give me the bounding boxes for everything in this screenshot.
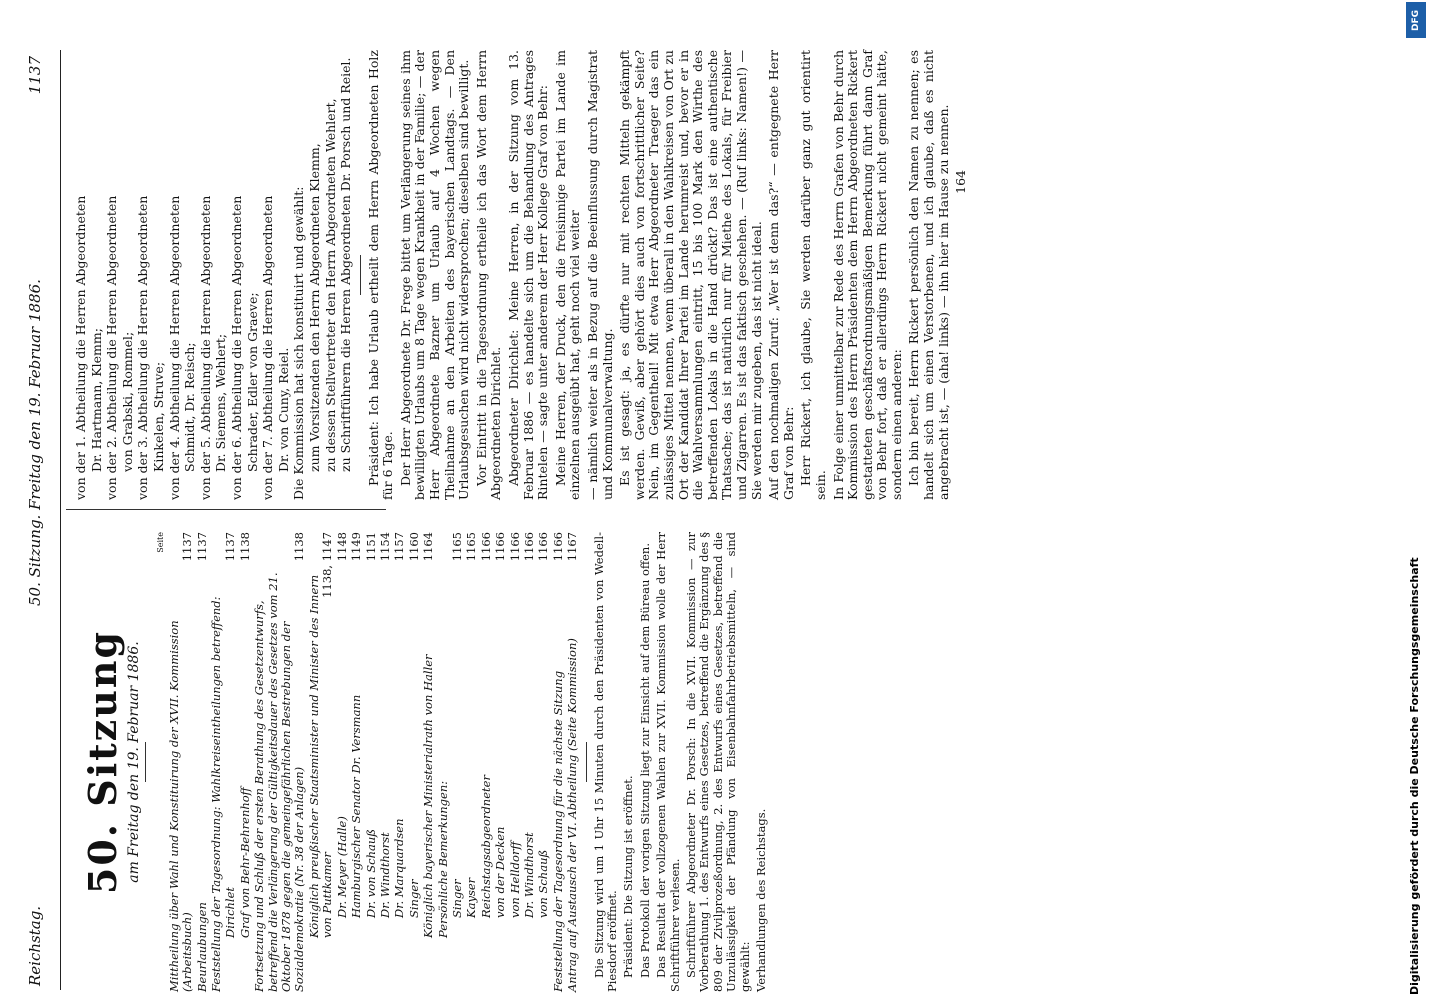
leave-requests-paragraph: Der Herr Abgeordnete Dr. Frege bittet um Verlängerung seines ihm bewilligten Urlaubs um 8 Tage wegen Krankheit in der Familie; — der Herr Abgeordnete Bazner um Urlaub auf 4 Wochen wegen Theilnahme an den Arbeiten des bayerischen Landtags. — Den Urlaubsgesuchen wird nicht widersprochen; dieselben sind bewilligt. bbox=[397, 50, 472, 500]
toc-item: Fortsetzung und Schluß der ersten Berathung des Gesetzentwurfs, betreffend die Verlängerung der Gültigkeitsdauer des Gesetzes vom 21. Oktober 1878 gegen die gemeingefährlichen Bestrebungen der Sozialdemokratie (Nr. 38 der Anlagen) 1138 bbox=[252, 532, 307, 992]
member-department: von der 4. Abtheilung die Herren Abgeordneten bbox=[166, 195, 182, 500]
toc-item: Hamburgischer Senator Dr. Versmann 1149 bbox=[349, 532, 364, 918]
speech-paragraph: Abgeordneter Dirichlet: Meine Herren, in der Sitzung vom 13. Februar 1886 — es handelte sich um die Behandlung des Antrages Rintelen — sagte unter anderem der Herr Kollege Graf von Behr: bbox=[506, 50, 551, 500]
toc-item: Dr. von Schauß 1151 bbox=[363, 532, 378, 918]
constitution-line: zu Schriftführern die Herren Abgeordneten Dr. Porsch und Reiel. bbox=[338, 57, 354, 472]
quote-paragraph: Es ist gesagt: ja, es dürfte nur mit rechten Mitteln gekämpft werden. Gewiß, aber gehört dies auch von fortschrittlicher Seite? Nein, im Gegentheil! Mit etwa Herr Abgeordneter Traeger das ein zulässiges Mittel nennen, wenn überall in den Wahlkreisen von Ort zu Ort der Kandidat Ihrer Partei im Lande herumreist und, bevor er in die Wahlversammlungen eintritt, 15 bis 100 Mark den Wirthe des betreffenden Lokals in die Hand drückt? Das ist eine authentische Thatsache; das ist natürlich nur für Miethe des Lokals, für Freibier und Zigarren. Es ist das faktisch geschehen. — (Ruf links: Namen!) — Sie werden mir zugeben, das ist nicht ideal. bbox=[617, 50, 764, 500]
member-names: Dr. von Cuny, Reiel. bbox=[275, 347, 291, 472]
toc-item: Antrag auf Austausch der VI. Abtheilung (Seite Kommission) 1167 bbox=[565, 532, 580, 992]
footer-note: Verhandlungen des Reichstags. bbox=[754, 808, 769, 992]
member-names: Schrader, Edler von Graeve; bbox=[244, 292, 260, 472]
toc-item: von Helldorff 1166 bbox=[507, 532, 522, 918]
member-names: von Grabski, Rommel; bbox=[119, 331, 135, 472]
constitution-line: zu dessen Stellvertreter den Herrn Abgeordneten Wehlert, bbox=[322, 98, 338, 472]
digitization-text: Digitalisierung gefördert durch die Deutsche Forschungsgemeinschaft bbox=[1408, 557, 1421, 995]
dfg-logo: DFG bbox=[1406, 2, 1426, 38]
member-department: von der 1. Abtheilung die Herren Abgeordneten bbox=[73, 195, 88, 500]
toc-item: Dr. Windthorst 1154 bbox=[377, 532, 392, 918]
toc-item: Reichstagsabgeordneter 1166 bbox=[478, 532, 493, 918]
member-department: von der 6. Abtheilung die Herren Abgeordneten bbox=[228, 195, 244, 500]
column-rule bbox=[66, 509, 386, 510]
speech-paragraph: — nämlich weiter als in Bezug auf die Beeinflussung durch Magistrat und Kommunalverwaltung. bbox=[585, 50, 615, 500]
toc-item: von Schauß 1166 bbox=[536, 532, 551, 918]
toc-item: Mittheilung über Wahl und Konstituirung der XVII. Kommission (Arbeitsbuch) 1137 bbox=[166, 532, 195, 992]
toc-item: Dr. Meyer (Halle) 1148 bbox=[334, 532, 349, 918]
toc-item: Dr. Windthorst 1166 bbox=[521, 532, 536, 918]
member-names: Dr. Hartmann, Klemm; bbox=[88, 328, 104, 472]
sitting-title: 50. Sitzung bbox=[80, 629, 125, 895]
toc-item: Königlich bayerischer Ministerialrath von Haller 1164 bbox=[421, 532, 436, 938]
digitization-note bbox=[1400, 0, 1430, 1000]
president-opening: Präsident: Die Sitzung ist eröffnet. bbox=[621, 775, 636, 978]
leave-paragraph: Präsident: Ich habe Urlaub ertheilt dem Herrn Abgeordneten Holz für 6 Tage. bbox=[365, 50, 396, 500]
page-number: 1137 bbox=[26, 56, 44, 95]
floor-paragraph: Vor Eintritt in die Tagesordnung ertheile ich das Wort dem Herrn Abgeordneten Dirichlet. bbox=[473, 50, 504, 500]
header-rule bbox=[60, 50, 61, 990]
toc-item: Singer 1160 bbox=[406, 532, 421, 918]
toc-item: von der Decken 1166 bbox=[493, 532, 508, 918]
toc-item: Feststellung der Tagesordnung für die nächste Sitzung 1166 bbox=[550, 532, 565, 992]
result-paragraph: Das Resultat der vollzogenen Wahlen zur XVII. Kommission wolle der Herr Schriftführer verlesen. bbox=[654, 532, 682, 992]
quote-paragraph: Ich bin bereit, Herrn Rickert persönlich den Namen zu nennen; es handelt sich um einen Verstorbenen, und ich glaube, daß es nicht angebracht ist, — (aha! links) — ihn hier im Hause zu nennen. bbox=[906, 50, 951, 500]
left-column bbox=[74, 532, 771, 992]
member-department: von der 7. Abtheilung die Herren Abgeordneten bbox=[260, 195, 276, 500]
running-head bbox=[26, 56, 60, 986]
quote-paragraph: Herr Rickert, ich glaube, Sie werden darüber ganz gut orientirt sein. bbox=[798, 50, 828, 500]
title-rule bbox=[145, 742, 146, 782]
toc-item: Dirichlet 1137 bbox=[223, 532, 238, 938]
section-rule bbox=[360, 255, 361, 295]
committee-members bbox=[74, 50, 354, 500]
toc-item: Königlich preußischer Staatsminister und Minister des Innern von Puttkamer 1138, 1147 bbox=[306, 532, 335, 938]
member-names: Kinkelen, Struve; bbox=[150, 361, 166, 472]
secretary-paragraph: Schriftführer Abgeordneter Dr. Porsch: In die XVII. Kommission — zur Vorberathung 1. des Entwurfs eines Gesetzes, betreffend die Ergänzung des § 809 der Zivilprozeßordnung, 2. des Entwurfs eines Gesetzes, betreffend die Unzulässigkeit der Pfändung von Eisenbahnfahrbetriebsmitteln, — sind gewählt: bbox=[684, 532, 752, 992]
speech-paragraph: In Folge einer unmittelbar zur Rede des Herrn Grafen von Behr durch Kommission des Herrn Präsidenten dem Herrn Abgeordneten Rickert gestatteten geschäftsordnungsmäßigen Bemerkung führt dann Graf von Behr fort, daß er allerdings Herrn Rickert nicht gemeint hätte, sondern einen anderen: bbox=[830, 50, 904, 500]
speech-paragraph: Auf den nochmaligen Zuruf: „Wer ist denn das?“ — entgegnete Herr Graf von Behr: bbox=[766, 50, 796, 500]
toc-item: Singer 1165 bbox=[449, 532, 464, 918]
sitting-date: am Freitag den 19. Februar 1886. bbox=[126, 641, 142, 883]
toc-item: Persönliche Bemerkungen: bbox=[435, 780, 450, 938]
toc-item: Kayser 1165 bbox=[464, 532, 479, 918]
constitution-line: zum Vorsitzenden den Herrn Abgeordneten Klemm, bbox=[306, 143, 322, 472]
toc-item: Graf von Behr-Behrenhoff 1138 bbox=[237, 532, 252, 938]
toc-item: Dr. Marquardsen 1157 bbox=[392, 532, 407, 918]
member-names: Schmidt, Dr. Reisch; bbox=[182, 342, 198, 472]
member-names: Dr. Siemens, Wehlert; bbox=[213, 333, 229, 472]
quote-paragraph: Meine Herren, der Druck, den die freisinnige Partei im Lande im einzelnen ausgeübt hat, geht noch viel weiter bbox=[552, 50, 583, 500]
running-head-left: Reichstag. bbox=[26, 905, 44, 986]
member-department: von der 2. Abtheilung die Herren Abgeordneten bbox=[104, 195, 120, 500]
rotated-page bbox=[22, 40, 1412, 1000]
opening-paragraph: Die Sitzung wird um 1 Uhr 15 Minuten durch den Präsidenten von Wedell-Piesdorf eröffnet. bbox=[591, 532, 619, 992]
member-department: von der 5. Abtheilung die Herren Abgeordneten bbox=[197, 195, 213, 500]
toc-item: Beurlaubungen 1137 bbox=[194, 532, 209, 992]
protocol-paragraph: Das Protokoll der vorigen Sitzung liegt zur Einsicht auf dem Büreau offen. bbox=[637, 543, 652, 978]
table-of-contents bbox=[168, 532, 580, 992]
toc-page-label: Seite bbox=[156, 532, 166, 553]
section-rule bbox=[586, 742, 587, 782]
right-column bbox=[74, 50, 969, 500]
running-head-center: 50. Sitzung. Freitag den 19. Februar 1886. bbox=[26, 279, 44, 606]
signature-mark: 164 bbox=[953, 170, 969, 194]
constitution-line: Die Kommission hat sich konstituirt und gewählt: bbox=[291, 186, 307, 500]
toc-item: Feststellung der Tagesordnung: Wahlkreiseintheilungen betreffend: bbox=[209, 596, 224, 992]
member-department: von der 3. Abtheilung die Herren Abgeordneten bbox=[135, 195, 151, 500]
